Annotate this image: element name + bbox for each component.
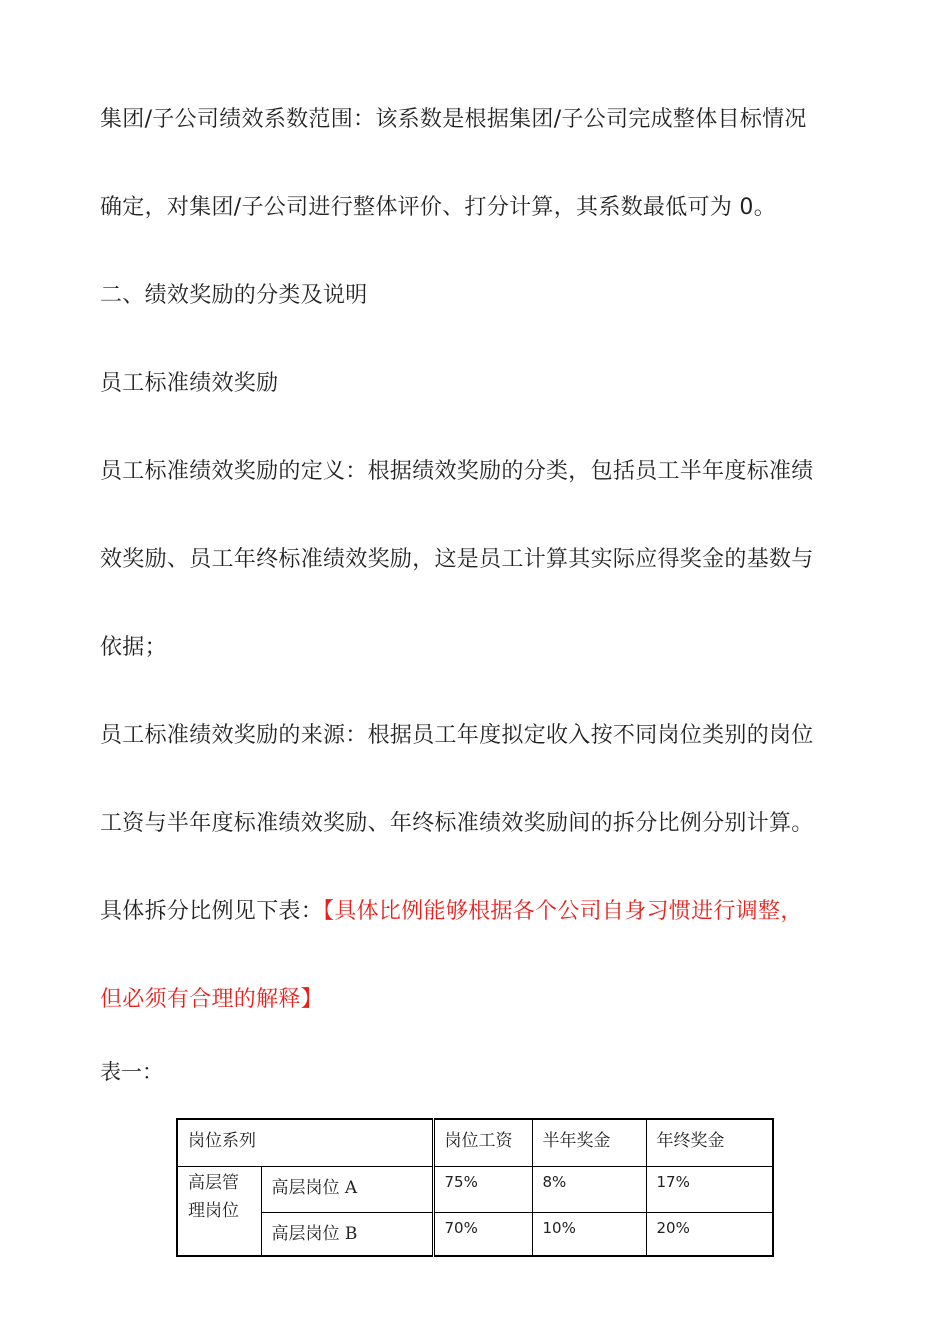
highlight-note: 但必须有合理的解释】: [100, 987, 324, 1012]
split-ratio-table: [176, 1118, 774, 1257]
header-year-end: 年终奖金: [646, 1119, 773, 1166]
text-line: 确定，对集团/子公司进行整体评价、打分计算，其系数最低可为 0。: [100, 195, 777, 220]
table-caption: 表一：: [100, 1060, 163, 1084]
section-heading: 二、绩效奖励的分类及说明: [100, 283, 368, 308]
group-cell: 高层管理岗位: [177, 1166, 261, 1256]
position-cell: 高层岗位 B: [261, 1212, 433, 1256]
paragraph-definition: [100, 428, 860, 692]
paragraph-source: [100, 692, 860, 868]
paragraph-coefficient-range: [100, 76, 860, 252]
table-row: [177, 1212, 773, 1256]
highlight-note: 【具体比例能够根据各个公司自身习惯进行调整，: [323, 899, 803, 924]
text-line: 具体拆分比例见下表：: [100, 899, 324, 924]
sub-heading: 员工标准绩效奖励: [100, 371, 279, 396]
text-line: 员工标准绩效奖励的定义：根据绩效奖励的分类，包括员工半年度标准绩: [100, 459, 814, 484]
year-end-cell: 20%: [646, 1212, 773, 1256]
header-series: 岗位系列: [177, 1119, 433, 1166]
salary-cell: 70%: [433, 1212, 532, 1256]
salary-cell: 75%: [433, 1166, 532, 1212]
table-row: [177, 1166, 773, 1212]
header-half-year: 半年奖金: [532, 1119, 646, 1166]
position-cell: 高层岗位 A: [261, 1166, 433, 1212]
text-line: 工资与半年度标准绩效奖励、年终标准绩效奖励间的拆分比例分别计算。: [100, 811, 814, 836]
text-line: 员工标准绩效奖励的来源：根据员工年度拟定收入按不同岗位类别的岗位: [100, 723, 814, 748]
header-salary: 岗位工资: [433, 1119, 532, 1166]
table-header-row: [177, 1119, 773, 1166]
half-year-cell: 8%: [532, 1166, 646, 1212]
paragraph-split-ratio: [100, 868, 860, 1044]
text-line: 依据；: [100, 635, 167, 660]
text-line: 效奖励、员工年终标准绩效奖励，这是员工计算其实际应得奖金的基数与: [100, 547, 814, 572]
text-line: 集团/子公司绩效系数范围：该系数是根据集团/子公司完成整体目标情况: [100, 107, 807, 132]
half-year-cell: 10%: [532, 1212, 646, 1256]
year-end-cell: 17%: [646, 1166, 773, 1212]
